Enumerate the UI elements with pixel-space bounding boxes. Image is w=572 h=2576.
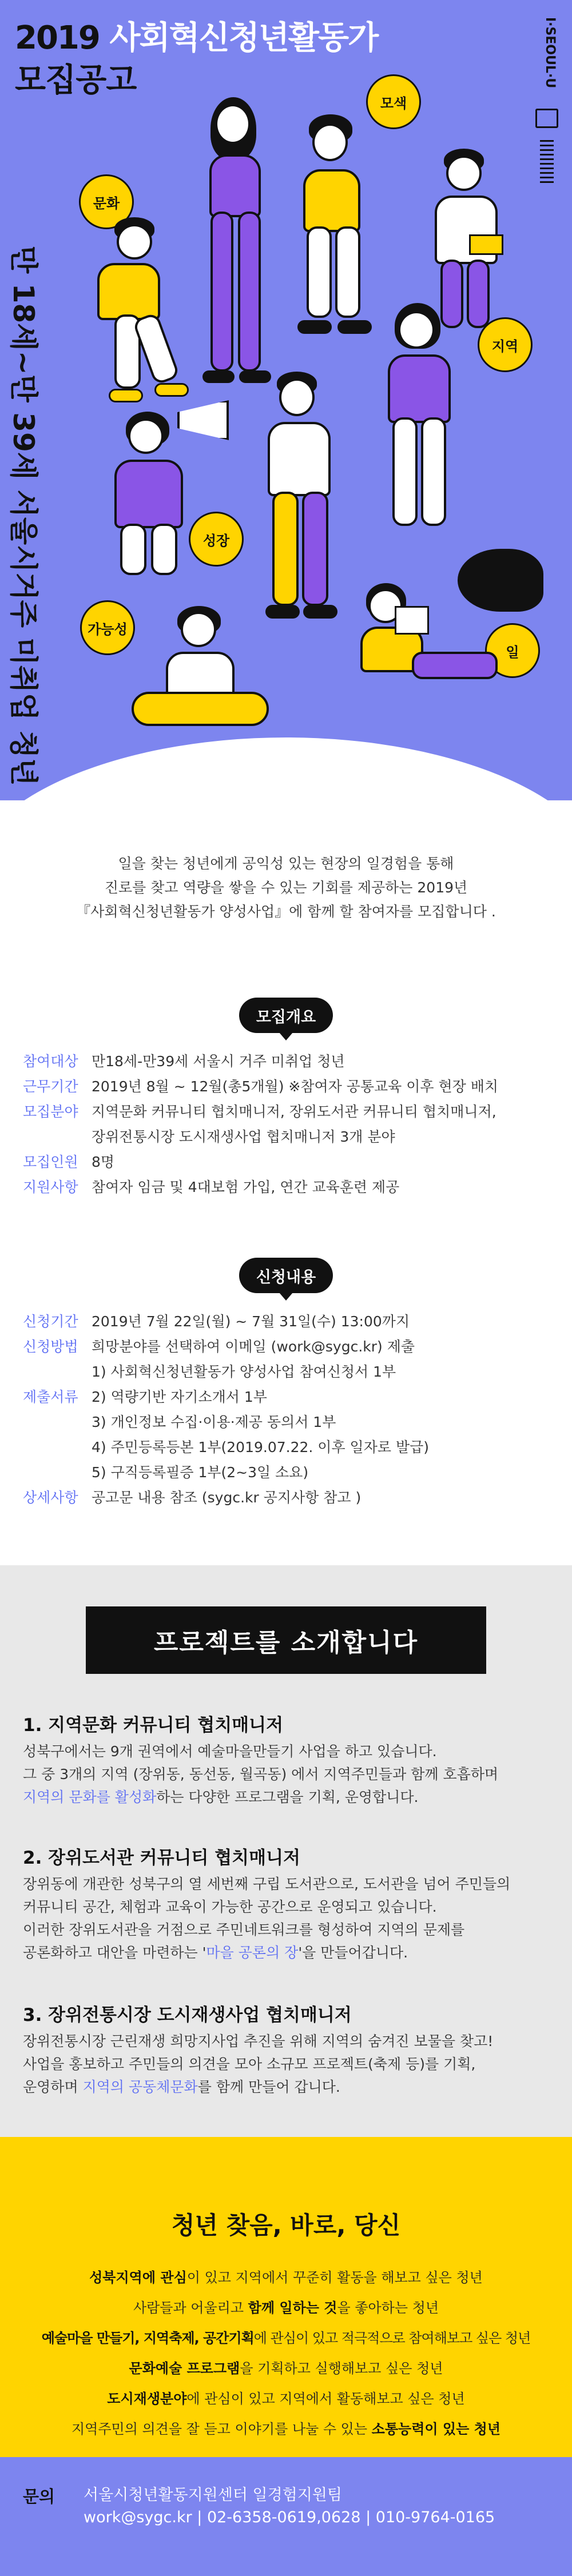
project-title: 2. 장위도서관 커뮤니티 협치매니저 [23,1848,300,1868]
project-2: 2. 장위도서관 커뮤니티 협치매니저 장위동에 개관한 성북구의 열 세번째 구립 도서관으로, 도서관을 넘어 주민들의 커뮤니티 공간, 체험과 교육이 가능한 공간으로 운영되고 있습니다. 이러한 장위도서관을 거점으로 주민네트워크를 형성하여 지역의 문제를 공론화하고 대안을 마련하는 '마을 공론의 장'을 만들어갑니다. [23,1847,549,1964]
info-row: 3) 개인정보 수집·이용·제공 동의서 1부 [92,1414,336,1430]
center-logo-icon [535,109,558,128]
keyword-bubble: 모색 [366,74,421,129]
dog-icon [458,549,543,612]
hero-section [0,0,572,800]
contact-org: 서울시청년활동지원센터 일경험지원팀 [84,2486,342,2504]
keyword-bubble: 가능성 [80,600,135,655]
list-item: 문화예술 프로그램을 기획하고 실행해보고 싶은 청년 [129,2360,443,2376]
info-row: 5) 구직등록필증 1부(2~3일 소요) [92,1464,309,1481]
target-heading: 청년 찾음, 바로, 당신 [171,2211,401,2239]
list-item: 예술마을 만들기, 지역축제, 공간기획에 관심이 있고 적극적으로 참여해보고 싶은 청년 [41,2330,531,2346]
illustration-sitting [132,606,269,737]
project-title: 1. 지역문화 커뮤니티 협치매니저 [23,1715,284,1736]
apply-heading: 신청내용 [239,1258,333,1293]
info-row: 모집인원 8명 [23,1154,115,1170]
seoul-logo: I·SEOUL·U [543,17,557,89]
info-row: 4) 주민등록등본 1부(2019.07.22. 이후 일자로 발급) [92,1439,429,1456]
info-row: 근무기간 2019년 8월 ~ 12월(총5개월) ※참여자 공통교육 이후 현장 배치 [23,1078,499,1095]
info-row: 상세사항 공고문 내용 참조 (sygc.kr 공지사항 참고 ) [23,1489,362,1506]
keyword-bubble: 지역 [478,317,533,372]
info-row: 지원사항 참여자 임금 및 4대보험 가입, 연간 교육훈련 제공 [23,1179,400,1195]
info-row: 모집분야 지역문화 커뮤니티 협치매니저, 장위도서관 커뮤니티 협치매니저, [23,1103,496,1120]
page-title [15,13,378,58]
recruit-heading: 모집개요 [239,998,333,1033]
info-row: 신청기간 2019년 7월 22일(월) ~ 7월 31일(수) 13:00까지 [23,1313,410,1330]
target-list [0,2263,572,2445]
illustration-man-stripe [252,372,343,629]
apply-info [23,1309,555,1510]
keyword-bubble: 문화 [79,174,134,229]
illustration-photographer [86,217,189,406]
title-highlight: 사회혁신청년활동가 [109,19,378,57]
hero-curve [0,737,572,800]
title-year: 2019 [15,19,100,57]
illustration-man-yellow [286,114,378,354]
project-3: 3. 장위전통시장 도시재생사업 협치매니저 장위전통시장 근린재생 희망지사업 추진을 위해 지역의 숨겨진 보물을 찾고! 사업을 홍보하고 주민들의 의견을 모아 소규모 프로젝트(축제 등)를 기획, 운영하며 지역의 공동체문화를 함께 만들어 갑니다. [23,2004,549,2099]
list-item: 사람들과 어울리고 함께 일하는 것을 좋아하는 청년 [133,2300,439,2316]
illustration-woman-right [372,303,469,543]
vertical-subtitle: 만 18세~만 39세 서울시거주 미취업 청년 [7,246,40,786]
illustration-megaphone [103,389,229,583]
info-row: 참여대상 만18세-만39세 서울시 거주 미취업 청년 [23,1053,345,1070]
illustration-woman-purple [189,97,280,394]
center-logo-text-icon [540,137,554,183]
keyword-bubble: 성장 [189,512,244,567]
info-row: 1) 사회혁신청년활동가 양성사업 참여신청서 1부 [92,1363,396,1380]
keyword-bubble: 일 [485,623,540,678]
contact-label: 문의 [23,2487,55,2506]
list-item: 지역주민의 의견을 잘 듣고 이야기를 나눌 수 있는 소통능력이 있는 청년 [71,2421,501,2437]
list-item: 도시재생분야에 관심이 있고 지역에서 활동해보고 싶은 청년 [107,2391,465,2407]
intro-text: 일을 찾는 청년에게 공익성 있는 현장의 일경험을 통해 진로를 찾고 역량을 쌓을 수 있는 기회를 제공하는 2019년 『사회혁신청년활동가 양성사업』에 함께 할 참여자를 모집합니다 . [76,855,496,920]
info-row: 신청방법 희망분야를 선택하여 이메일 (work@sygc.kr) 제출 [23,1338,415,1355]
info-row: 제출서류 2) 역량기반 자기소개서 1부 [23,1389,267,1405]
project-title: 3. 장위전통시장 도시재생사업 협치매니저 [23,2005,352,2025]
page-title-line2: 모집공고 [15,62,137,99]
project-1: 1. 지역문화 커뮤니티 협치매니저 성북구에서는 9개 권역에서 예술마을만들기 사업을 하고 있습니다. 그 중 3개의 지역 (장위동, 동선동, 월곡동) 에서 지역주민들과 함께 호흡하며 지역의 문화를 활성화하는 다양한 프로그램을 기획, 운영합니다. [23,1714,549,1809]
info-row: 장위전통시장 도시재생사업 협치매니저 3개 분야 [92,1129,395,1145]
projects-heading: 프로젝트를 소개합니다 [86,1606,486,1674]
contact-detail: work@sygc.kr | 02-6358-0619,0628 | 010-9764-0165 [84,2509,495,2526]
recruit-info [23,1049,555,1200]
list-item: 성북지역에 관심이 있고 지역에서 꾸준히 활동을 해보고 싶은 청년 [89,2270,483,2286]
